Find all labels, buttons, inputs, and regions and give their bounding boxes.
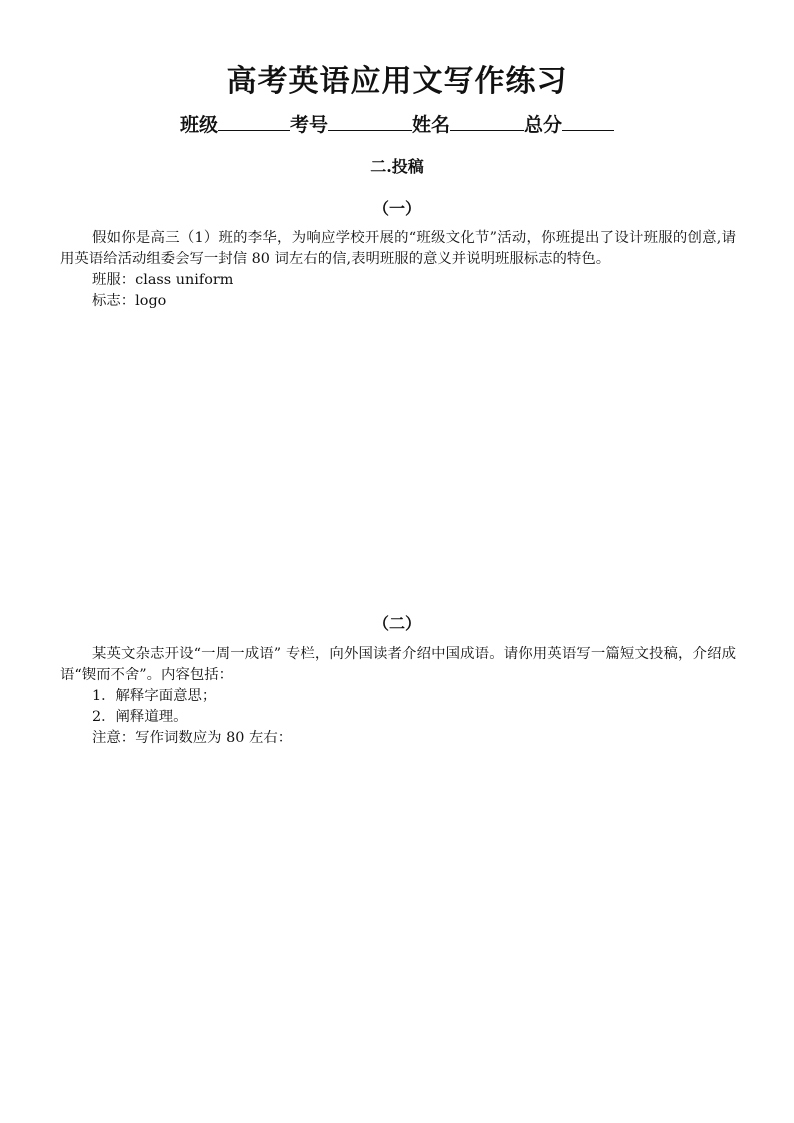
part-two-heading: （二） [372, 614, 421, 633]
part-one-prompt: 假如你是高三（1）班的李华，为响应学校开展的“班级文化节”活动，你班提出了设计班服的创意,请用英语给活动组委会写一封信 80 词左右的信,表明班服的意义并说明班服标志的特色。 [60, 230, 736, 267]
total-score-blank [562, 112, 614, 131]
page-title: 高考英语应用文写作练习 [226, 64, 568, 99]
vocab-item-class-uniform: 班服：class uniform [92, 272, 234, 288]
content-point-2: 2．阐释道理。 [92, 709, 188, 725]
total-score-label: 总分 [524, 114, 563, 136]
name-label: 姓名 [412, 114, 451, 136]
exam-number-blank [328, 112, 412, 131]
name-blank [450, 112, 524, 131]
vocab-item-logo: 标志：logo [92, 293, 167, 309]
class-label: 班级 [179, 114, 218, 136]
word-count-note: 注意：写作词数应为 80 左右： [92, 730, 293, 746]
part-two-prompt: 某英文杂志开设“一周一成语” 专栏，向外国读者介绍中国成语。请你用英语写一篇短文投稿，介绍成语“锲而不舍”。内容包括： [60, 646, 736, 683]
content-point-1: 1．解释字面意思； [92, 688, 217, 704]
student-info-line [0, 110, 794, 137]
exam-number-label: 考号 [289, 114, 328, 136]
section-heading: 二.投稿 [370, 157, 424, 176]
class-blank [218, 112, 290, 131]
part-one-heading: （一） [372, 199, 421, 218]
